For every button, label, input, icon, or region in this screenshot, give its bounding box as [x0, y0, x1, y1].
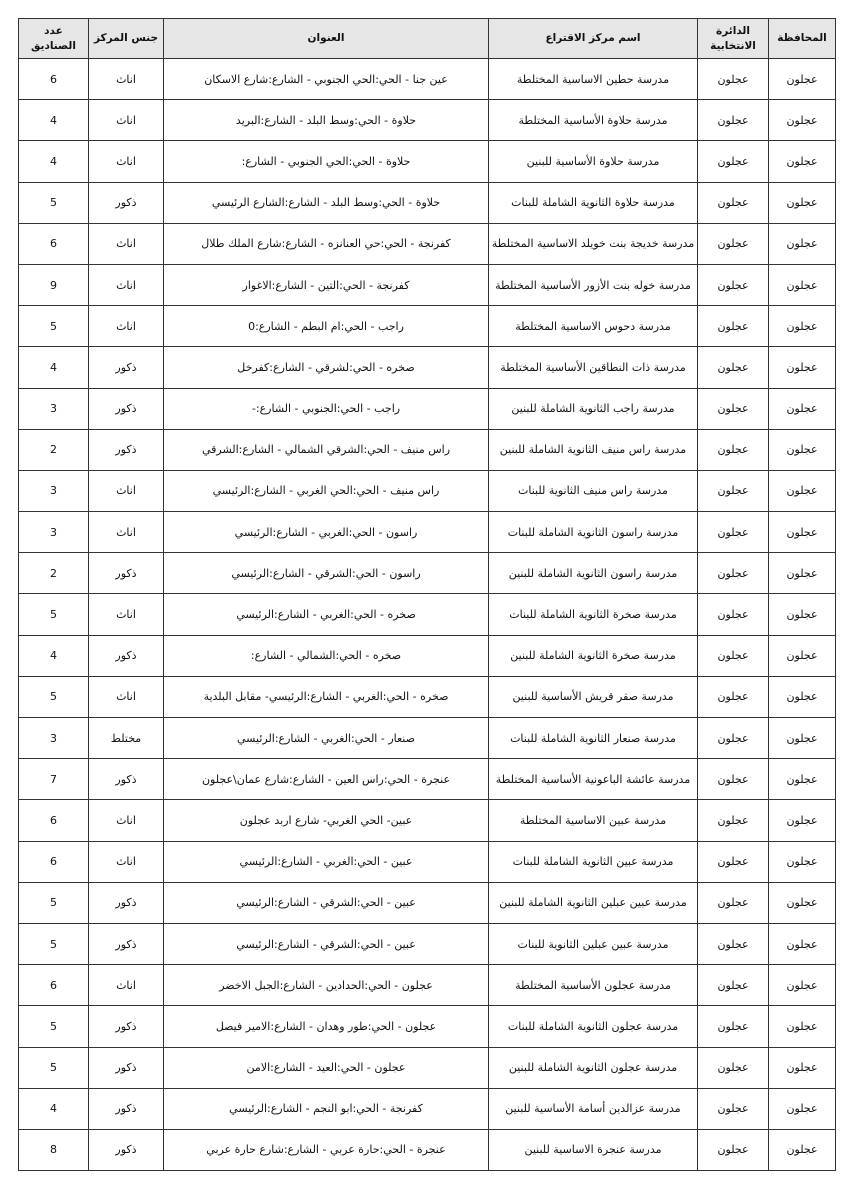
center-gender-cell: ذكور: [89, 923, 164, 964]
address-cell: صنعار - الحي:الغربي - الشارع:الرئيسي: [164, 718, 489, 759]
table-row: [19, 594, 836, 635]
district-cell: عجلون: [698, 923, 769, 964]
center-name-cell: مدرسة صخرة الثانوية الشاملة للبنات: [489, 594, 698, 635]
center-name-cell: مدرسة عجلون الأساسية المختلطة: [489, 965, 698, 1006]
address-cell: عين جنا - الحي:الحي الجنوبي - الشارع:شارع الاسكان: [164, 59, 489, 100]
center-gender-cell: ذكور: [89, 1088, 164, 1129]
header-center-name: اسم مركز الاقتراع: [489, 19, 698, 59]
governorate-cell: عجلون: [769, 635, 836, 676]
governorate-cell: عجلون: [769, 841, 836, 882]
table-row: [19, 553, 836, 594]
governorate-cell: عجلون: [769, 223, 836, 264]
table-row: [19, 347, 836, 388]
center-name-cell: مدرسة عبين عبلين الثانوية للبنات: [489, 923, 698, 964]
district-cell: عجلون: [698, 264, 769, 305]
district-cell: عجلون: [698, 1088, 769, 1129]
center-name-cell: مدرسة ذات النطاقين الأساسية المختلطة: [489, 347, 698, 388]
box-count-cell: 7: [19, 759, 89, 800]
center-gender-cell: اناث: [89, 470, 164, 511]
center-gender-cell: اناث: [89, 800, 164, 841]
center-name-cell: مدرسة حطين الاساسية المختلطة: [489, 59, 698, 100]
district-cell: عجلون: [698, 100, 769, 141]
center-gender-cell: اناث: [89, 264, 164, 305]
address-cell: كفرنجة - الحي:ابو النجم - الشارع:الرئيسي: [164, 1088, 489, 1129]
center-name-cell: مدرسة عجلون الثانوية الشاملة للبنين: [489, 1047, 698, 1088]
table-row: [19, 1129, 836, 1170]
governorate-cell: عجلون: [769, 882, 836, 923]
governorate-cell: عجلون: [769, 306, 836, 347]
governorate-cell: عجلون: [769, 388, 836, 429]
district-cell: عجلون: [698, 759, 769, 800]
header-box-count: عدد الصناديق: [19, 19, 89, 59]
address-cell: عبين - الحي:الغربي - الشارع:الرئيسي: [164, 841, 489, 882]
table-row: [19, 141, 836, 182]
center-gender-cell: اناث: [89, 306, 164, 347]
district-cell: عجلون: [698, 470, 769, 511]
center-gender-cell: ذكور: [89, 388, 164, 429]
governorate-cell: عجلون: [769, 470, 836, 511]
governorate-cell: عجلون: [769, 553, 836, 594]
address-cell: صخره - الحي:الغربي - الشارع:الرئيسي: [164, 594, 489, 635]
center-gender-cell: ذكور: [89, 759, 164, 800]
governorate-cell: عجلون: [769, 1006, 836, 1047]
box-count-cell: 6: [19, 841, 89, 882]
governorate-cell: عجلون: [769, 965, 836, 1006]
center-gender-cell: ذكور: [89, 635, 164, 676]
table-row: [19, 1088, 836, 1129]
box-count-cell: 5: [19, 1047, 89, 1088]
district-cell: عجلون: [698, 882, 769, 923]
address-cell: صخره - الحي:لشرقي - الشارع:كفرخل: [164, 347, 489, 388]
center-gender-cell: اناث: [89, 223, 164, 264]
box-count-cell: 2: [19, 553, 89, 594]
header-district: الدائرة الانتخابية: [698, 19, 769, 59]
table-row: [19, 59, 836, 100]
center-name-cell: مدرسة عجلون الثانوية الشاملة للبنات: [489, 1006, 698, 1047]
district-cell: عجلون: [698, 306, 769, 347]
district-cell: عجلون: [698, 594, 769, 635]
center-name-cell: مدرسة صنعار الثانوية الشاملة للبنات: [489, 718, 698, 759]
box-count-cell: 6: [19, 800, 89, 841]
table-row: [19, 388, 836, 429]
center-gender-cell: اناث: [89, 676, 164, 717]
box-count-cell: 6: [19, 223, 89, 264]
governorate-cell: عجلون: [769, 1047, 836, 1088]
district-cell: عجلون: [698, 1129, 769, 1170]
box-count-cell: 5: [19, 182, 89, 223]
address-cell: راجب - الحي:ام البطم - الشارع:0: [164, 306, 489, 347]
box-count-cell: 4: [19, 1088, 89, 1129]
center-gender-cell: اناث: [89, 512, 164, 553]
governorate-cell: عجلون: [769, 800, 836, 841]
center-name-cell: مدرسة حلاوة الأساسية للبنين: [489, 141, 698, 182]
center-name-cell: مدرسة صخرة الثانوية الشاملة للبنين: [489, 635, 698, 676]
center-name-cell: مدرسة خوله بنت الأزور الأساسية المختلطة: [489, 264, 698, 305]
address-cell: عبين - الحي:الشرقي - الشارع:الرئيسي: [164, 923, 489, 964]
center-gender-cell: ذكور: [89, 1129, 164, 1170]
table-row: [19, 676, 836, 717]
center-gender-cell: اناث: [89, 965, 164, 1006]
box-count-cell: 5: [19, 306, 89, 347]
governorate-cell: عجلون: [769, 759, 836, 800]
address-cell: كفرنجة - الحي:التين - الشارع:الاغوار: [164, 264, 489, 305]
district-cell: عجلون: [698, 59, 769, 100]
box-count-cell: 2: [19, 429, 89, 470]
center-name-cell: مدرسة خديجة بنت خويلد الاساسية المختلطة: [489, 223, 698, 264]
governorate-cell: عجلون: [769, 264, 836, 305]
address-cell: صخره - الحي:الشمالي - الشارع:: [164, 635, 489, 676]
center-gender-cell: ذكور: [89, 429, 164, 470]
district-cell: عجلون: [698, 965, 769, 1006]
center-name-cell: مدرسة حلاوة الأساسية المختلطة: [489, 100, 698, 141]
address-cell: عجلون - الحي:العيد - الشارع:الامن: [164, 1047, 489, 1088]
header-address: العنوان: [164, 19, 489, 59]
box-count-cell: 6: [19, 59, 89, 100]
table-row: [19, 1047, 836, 1088]
table-row: [19, 306, 836, 347]
table-row: [19, 429, 836, 470]
center-gender-cell: اناث: [89, 594, 164, 635]
box-count-cell: 4: [19, 635, 89, 676]
governorate-cell: عجلون: [769, 141, 836, 182]
center-gender-cell: ذكور: [89, 347, 164, 388]
table-row: [19, 841, 836, 882]
center-name-cell: مدرسة راسون الثانوية الشاملة للبنات: [489, 512, 698, 553]
center-name-cell: مدرسة راس منيف الثانوية الشاملة للبنين: [489, 429, 698, 470]
table-row: [19, 923, 836, 964]
center-name-cell: مدرسة راسون الثانوية الشاملة للبنين: [489, 553, 698, 594]
governorate-cell: عجلون: [769, 1088, 836, 1129]
governorate-cell: عجلون: [769, 59, 836, 100]
center-name-cell: مدرسة عبين الاساسية المختلطة: [489, 800, 698, 841]
district-cell: عجلون: [698, 182, 769, 223]
address-cell: حلاوة - الحي:الحي الجنوبي - الشارع:: [164, 141, 489, 182]
box-count-cell: 4: [19, 100, 89, 141]
district-cell: عجلون: [698, 429, 769, 470]
table-body: [19, 59, 836, 1171]
box-count-cell: 5: [19, 594, 89, 635]
center-gender-cell: ذكور: [89, 1006, 164, 1047]
address-cell: راس منيف - الحي:الشرقي الشمالي - الشارع:الشرقي: [164, 429, 489, 470]
center-name-cell: مدرسة عنجرة الاساسية للبنين: [489, 1129, 698, 1170]
district-cell: عجلون: [698, 635, 769, 676]
district-cell: عجلون: [698, 553, 769, 594]
center-gender-cell: ذكور: [89, 553, 164, 594]
address-cell: صخره - الحي:الغربي - الشارع:الرئيسي- مقابل البلدية: [164, 676, 489, 717]
box-count-cell: 5: [19, 882, 89, 923]
governorate-cell: عجلون: [769, 1129, 836, 1170]
table-row: [19, 470, 836, 511]
header-row: [19, 19, 836, 59]
governorate-cell: عجلون: [769, 676, 836, 717]
governorate-cell: عجلون: [769, 182, 836, 223]
center-name-cell: مدرسة عبين عبلين الثانوية الشاملة للبنين: [489, 882, 698, 923]
address-cell: عنجرة - الحي:حارة عربي - الشارع:شارع حارة عربي: [164, 1129, 489, 1170]
box-count-cell: 3: [19, 470, 89, 511]
box-count-cell: 5: [19, 1006, 89, 1047]
address-cell: راسون - الحي:الغربي - الشارع:الرئيسي: [164, 512, 489, 553]
header-governorate: المحافظة: [769, 19, 836, 59]
center-gender-cell: مختلط: [89, 718, 164, 759]
district-cell: عجلون: [698, 1006, 769, 1047]
table-row: [19, 512, 836, 553]
table-row: [19, 223, 836, 264]
center-gender-cell: ذكور: [89, 1047, 164, 1088]
center-name-cell: مدرسة عائشة الباعونية الأساسية المختلطة: [489, 759, 698, 800]
box-count-cell: 9: [19, 264, 89, 305]
table-row: [19, 965, 836, 1006]
table-row: [19, 182, 836, 223]
governorate-cell: عجلون: [769, 429, 836, 470]
governorate-cell: عجلون: [769, 347, 836, 388]
box-count-cell: 3: [19, 512, 89, 553]
address-cell: عبين - الحي:الشرقي - الشارع:الرئيسي: [164, 882, 489, 923]
center-gender-cell: اناث: [89, 100, 164, 141]
box-count-cell: 3: [19, 388, 89, 429]
district-cell: عجلون: [698, 676, 769, 717]
address-cell: راس منيف - الحي:الحي الغربي - الشارع:الرئيسي: [164, 470, 489, 511]
header-center-gender: جنس المركز: [89, 19, 164, 59]
table-row: [19, 1006, 836, 1047]
center-gender-cell: اناث: [89, 841, 164, 882]
center-name-cell: مدرسة راس منيف الثانوية للبنات: [489, 470, 698, 511]
address-cell: حلاوة - الحي:وسط البلد - الشارع:البريد: [164, 100, 489, 141]
address-cell: كفرنجة - الحي:حي العنانزه - الشارع:شارع الملك طلال: [164, 223, 489, 264]
district-cell: عجلون: [698, 718, 769, 759]
center-name-cell: مدرسة حلاوة الثانوية الشاملة للبنات: [489, 182, 698, 223]
governorate-cell: عجلون: [769, 923, 836, 964]
center-name-cell: مدرسة عبين الثانوية الشاملة للبنات: [489, 841, 698, 882]
table-row: [19, 882, 836, 923]
box-count-cell: 6: [19, 965, 89, 1006]
district-cell: عجلون: [698, 1047, 769, 1088]
governorate-cell: عجلون: [769, 100, 836, 141]
district-cell: عجلون: [698, 347, 769, 388]
box-count-cell: 3: [19, 718, 89, 759]
center-name-cell: مدرسة دحوس الاساسية المختلطة: [489, 306, 698, 347]
district-cell: عجلون: [698, 841, 769, 882]
address-cell: راسون - الحي:الشرقي - الشارع:الرئيسي: [164, 553, 489, 594]
address-cell: راجب - الحي:الجنوبي - الشارع:-: [164, 388, 489, 429]
address-cell: عنجرة - الحي:راس العين - الشارع:شارع عمان\عجلون: [164, 759, 489, 800]
box-count-cell: 5: [19, 676, 89, 717]
table-row: [19, 100, 836, 141]
box-count-cell: 8: [19, 1129, 89, 1170]
center-name-cell: مدرسة صقر قريش الأساسية للبنين: [489, 676, 698, 717]
address-cell: عجلون - الحي:الحدادين - الشارع:الجبل الاخضر: [164, 965, 489, 1006]
table-row: [19, 718, 836, 759]
table-row: [19, 264, 836, 305]
address-cell: عجلون - الحي:طور وهدان - الشارع:الامير فيصل: [164, 1006, 489, 1047]
table-row: [19, 800, 836, 841]
center-name-cell: مدرسة راجب الثانوية الشاملة للبنين: [489, 388, 698, 429]
center-gender-cell: ذكور: [89, 882, 164, 923]
governorate-cell: عجلون: [769, 718, 836, 759]
box-count-cell: 4: [19, 347, 89, 388]
governorate-cell: عجلون: [769, 594, 836, 635]
district-cell: عجلون: [698, 141, 769, 182]
district-cell: عجلون: [698, 388, 769, 429]
center-gender-cell: اناث: [89, 59, 164, 100]
center-name-cell: مدرسة عزالدين أسامة الأساسية للبنين: [489, 1088, 698, 1129]
district-cell: عجلون: [698, 223, 769, 264]
center-gender-cell: ذكور: [89, 182, 164, 223]
box-count-cell: 4: [19, 141, 89, 182]
address-cell: عبين- الحي الغربي- شارع اربد عجلون: [164, 800, 489, 841]
table-row: [19, 759, 836, 800]
district-cell: عجلون: [698, 800, 769, 841]
center-gender-cell: اناث: [89, 141, 164, 182]
table-row: [19, 635, 836, 676]
box-count-cell: 5: [19, 923, 89, 964]
polling-centers-table: [18, 18, 836, 1171]
district-cell: عجلون: [698, 512, 769, 553]
address-cell: حلاوة - الحي:وسط البلد - الشارع:الشارع الرئيسي: [164, 182, 489, 223]
governorate-cell: عجلون: [769, 512, 836, 553]
